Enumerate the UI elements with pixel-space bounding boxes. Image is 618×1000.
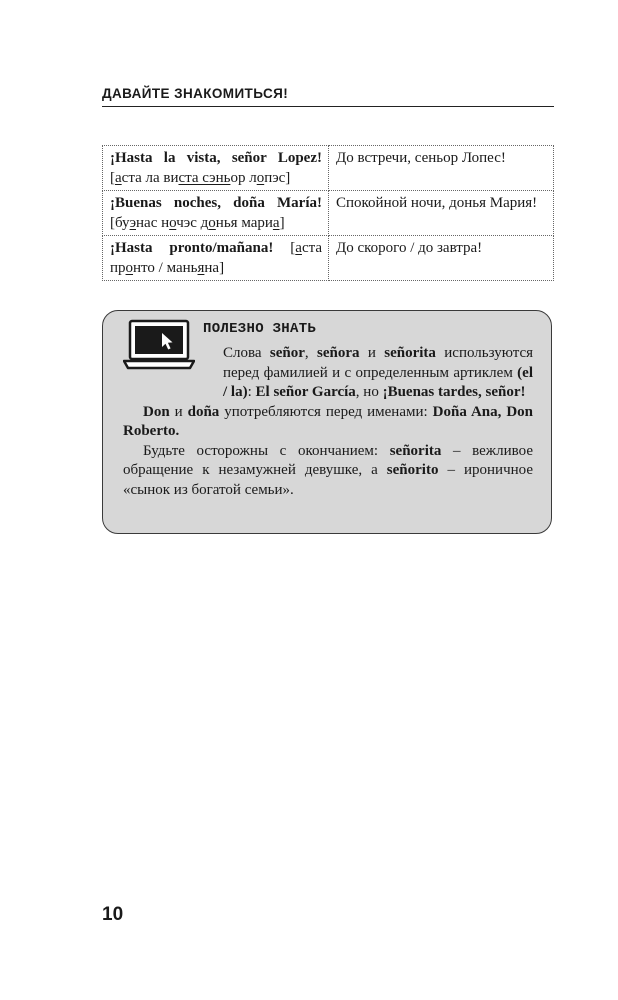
translation-cell: Спокойной ночи, донья Мария! — [329, 191, 554, 236]
translation-cell: До скорого / до завтра! — [329, 236, 554, 281]
phrases-table — [102, 145, 554, 281]
info-box-title: ПОЛЕЗНО ЗНАТЬ — [203, 321, 317, 337]
useful-info-box — [102, 310, 552, 534]
transcription: [аста пронто / маньяна] — [110, 240, 323, 276]
table-row — [103, 191, 554, 236]
phrase-cell — [103, 146, 329, 191]
spanish-phrase: ¡Hasta pronto/mañana! — [110, 240, 274, 256]
page-number: 10 — [102, 904, 124, 925]
info-paragraph: Don и doña употребляются перед именами: Doña Ana, Don Roberto. — [123, 403, 533, 439]
table-row — [103, 236, 554, 281]
transcription: [буэнас ночэс донья мариа] — [110, 215, 285, 231]
info-box-text — [123, 344, 533, 500]
header-rule — [102, 106, 554, 107]
running-header: ДАВАЙТЕ ЗНАКОМИТЬСЯ! — [102, 86, 289, 101]
info-paragraph: Будьте осторожны с окончанием: señorita – вежливое обращение к незамужней девушке, а señorito – ироничное «сынок из богатой семьи». — [123, 442, 533, 498]
phrase-cell — [103, 236, 329, 281]
phrase-cell — [103, 191, 329, 236]
spanish-phrase: ¡Hasta la vista, señor Lopez! — [110, 150, 322, 166]
translation-cell: До встречи, сеньор Лопес! — [329, 146, 554, 191]
spanish-phrase: ¡Buenas noches, doña María! — [110, 195, 322, 211]
info-paragraph: Слова señor, señora и señorita используются перед фамилией и с определенным артиклем (el / la): El señor García, но ¡Buenas tardes, señor! — [223, 345, 534, 400]
table-row — [103, 146, 554, 191]
transcription: [аста ла виста сэньор лопэс] — [110, 170, 291, 186]
